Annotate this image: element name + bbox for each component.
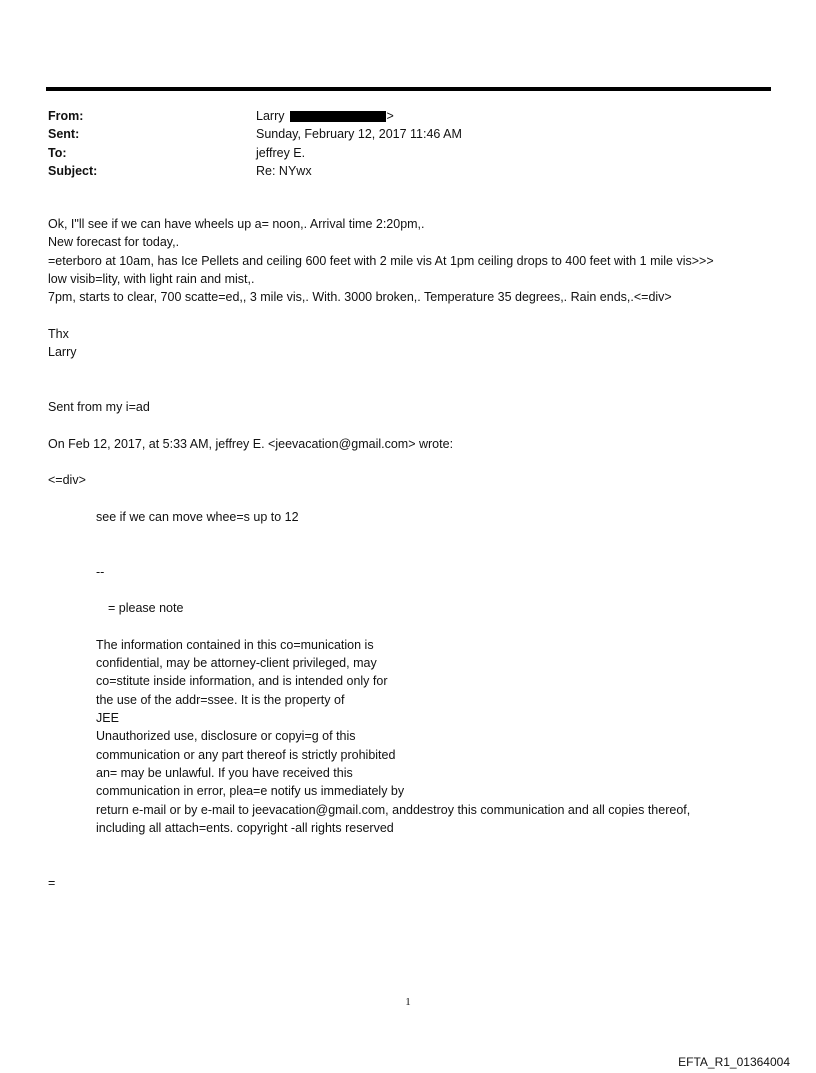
- top-rule: [46, 87, 771, 91]
- from-row: [48, 107, 748, 125]
- disclaimer-line: confidential, may be attorney-client privileged, may: [96, 656, 377, 671]
- disclaimer-line: communication or any part thereof is strictly prohibited: [96, 747, 396, 762]
- to-row: [48, 144, 748, 162]
- signature-dash: --: [96, 564, 105, 579]
- disclaimer-line: The information contained in this co=munication is: [96, 637, 374, 652]
- body-line: New forecast for today,.: [48, 235, 180, 250]
- div-tag-line: <=div>: [48, 473, 86, 488]
- sent-value: Sunday, February 12, 2017 11:46 AM: [256, 127, 462, 142]
- trailing-equals: =: [48, 875, 56, 890]
- body-line: low visib=lity, with light rain and mist,.: [48, 271, 255, 286]
- disclaimer-line: an= may be unlawful. If you have received this: [96, 765, 353, 780]
- subject-label: Subject:: [48, 163, 98, 178]
- redaction-bar: [290, 111, 386, 122]
- to-label: To:: [48, 145, 67, 160]
- quoted-message: see if we can move whee=s up to 12: [96, 509, 299, 524]
- from-label: From:: [48, 109, 84, 123]
- quote-header: On Feb 12, 2017, at 5:33 AM, jeffrey E. <jeevacation@gmail.com> wrote:: [48, 436, 454, 451]
- from-value: [256, 107, 394, 125]
- page-number: 1: [405, 996, 411, 1008]
- subject-row: [48, 162, 748, 180]
- disclaimer-line: the use of the addr=ssee. It is the property of: [96, 692, 345, 707]
- body-line: Ok, I"ll see if we can have wheels up a= noon,. Arrival time 2:20pm,.: [48, 217, 425, 231]
- email-header: [48, 107, 748, 180]
- subject-value: Re: NYwx: [256, 163, 312, 178]
- disclaimer-line: communication in error, plea=e notify us immediately by: [96, 784, 405, 799]
- disclaimer-line: JEE: [96, 711, 119, 726]
- document-id: EFTA_R1_01364004: [678, 1055, 790, 1069]
- signature-line: Larry: [48, 345, 77, 360]
- from-suffix: >: [386, 109, 394, 123]
- disclaimer-line: Unauthorized use, disclosure or copyi=g of this: [96, 729, 356, 744]
- disclaimer-line: co=stitute inside information, and is intended only for: [96, 674, 388, 689]
- disclaimer-line: including all attach=ents. copyright -all rights reserved: [96, 820, 394, 835]
- body-line: 7pm, starts to clear, 700 scatte=ed,, 3 mile vis,. With. 3000 broken,. Temperature 35 degrees,. Rain ends,.<=div>: [48, 290, 672, 305]
- disclaimer-line: return e-mail or by e-mail to jeevacation@gmail.com, anddestroy this communication and all copies thereof,: [96, 802, 691, 817]
- please-note-line: = please note: [108, 601, 184, 616]
- sent-row: [48, 125, 748, 143]
- sent-from-line: Sent from my i=ad: [48, 399, 150, 414]
- thx-line: Thx: [48, 326, 69, 341]
- sent-label: Sent:: [48, 127, 80, 142]
- body-line: =eterboro at 10am, has Ice Pellets and ceiling 600 feet with 2 mile vis At 1pm ceiling drops to 400 feet with 1 mile vis>>>: [48, 253, 714, 268]
- from-name: Larry: [256, 109, 285, 123]
- to-value: jeffrey E.: [256, 145, 306, 160]
- email-body: [48, 215, 778, 892]
